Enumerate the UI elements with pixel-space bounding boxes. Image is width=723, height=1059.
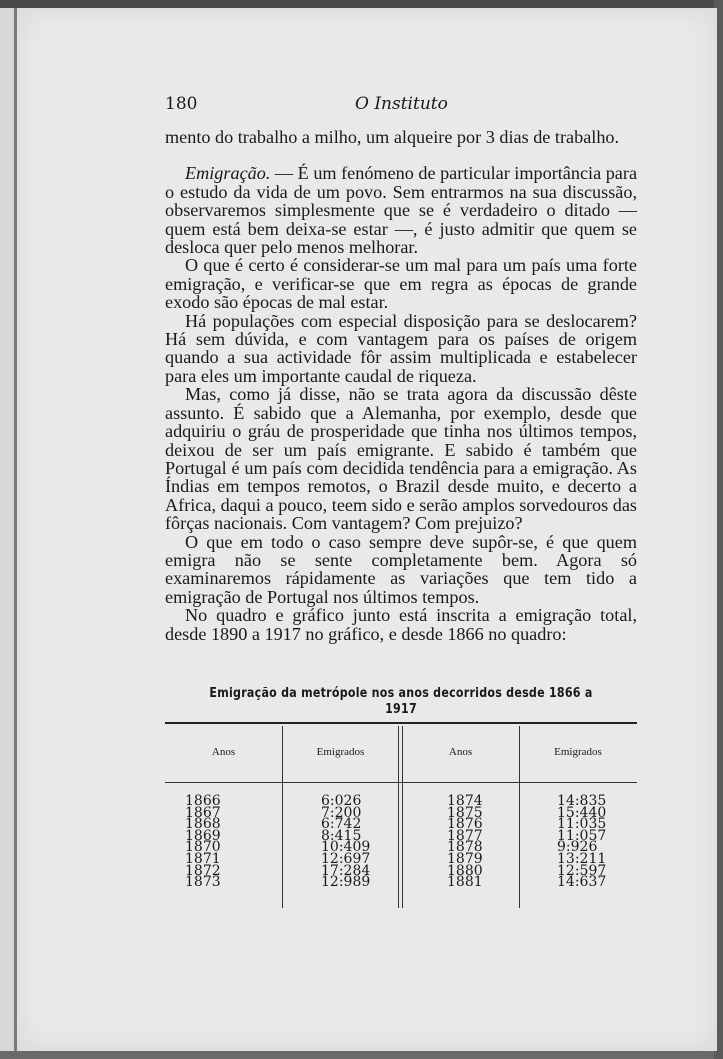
running-title: O Instituto bbox=[355, 94, 448, 114]
header-anos-left: Anos bbox=[211, 746, 236, 758]
table-cell-year: 1870 bbox=[185, 839, 221, 856]
paragraph-emigracao-text: — É um fenómeno de particular importância para o estudo da vida de um povo. Sem entrarmos na sua discussão, observaremos simplesmente que se é verdadeiro o ditado — quem está bem deixa-se estar —, é justo admitir que quem se desloca quer pelo menos melhorar. bbox=[165, 163, 638, 258]
table-cell-year: 1871 bbox=[185, 850, 221, 867]
paragraph-4: Mas, como já disse, não se trata agora da discussão dêste assunto. É sabido que a Alemanha, por exemplo, desde que adquiriu o gráu de prosperidade que tinha nos últimos tempos, deixou de ser um país emigrante. E sabido é também que Portugal é um país com decidida tendência para a emigração. As Índias em tempos remotos, o Brazil desde muito, e decerto a Africa, daqui a pouco, teem sido e serão amplos sorvedouros das fôrças nacionais. Com vantagem? Com prejuizo? bbox=[165, 384, 637, 534]
table-cell-emigrados: 8:415 bbox=[321, 827, 362, 844]
table-cell-year: 1881 bbox=[447, 874, 483, 891]
emigration-table bbox=[165, 722, 637, 912]
column-right-years bbox=[447, 793, 483, 891]
paragraph-2: O que é certo é considerar-se um mal para um país uma forte emigração, e verificar-se que em regra as épocas de grande exodo são épocas de mal estar. bbox=[165, 255, 637, 313]
page-number: 180 bbox=[165, 94, 198, 114]
paragraph-continuation: mento do trabalho a milho, um alqueire por 3 dias de trabalho. bbox=[165, 127, 620, 147]
table-cell-year: 1879 bbox=[447, 850, 483, 867]
table-cell-emigrados: 7:200 bbox=[321, 804, 362, 821]
table-cell-year: 1866 bbox=[185, 793, 221, 809]
column-right-values bbox=[557, 793, 607, 891]
header-emigrados-left: Emigrados bbox=[316, 746, 365, 758]
scan-bottom-edge bbox=[0, 1051, 723, 1059]
table-top-rule bbox=[165, 722, 637, 724]
table-cell-year: 1875 bbox=[447, 804, 483, 821]
table-cell-emigrados: 13:211 bbox=[557, 850, 607, 867]
table-cell-emigrados: 15:440 bbox=[557, 804, 607, 821]
header-emigrados-right: Emigrados bbox=[554, 746, 602, 758]
table-cell-emigrados: 14:835 bbox=[557, 793, 607, 809]
table-cell-year: 1872 bbox=[185, 862, 221, 879]
table-cell-emigrados: 17:284 bbox=[321, 862, 371, 879]
column-left-years bbox=[185, 793, 221, 891]
column-left-values bbox=[321, 793, 371, 891]
table-title: Emigração da metrópole nos anos decorridos desde 1866 a 1917 bbox=[209, 685, 593, 717]
table-cell-emigrados: 12:597 bbox=[557, 862, 607, 879]
table-cell-year: 1876 bbox=[447, 816, 483, 833]
table-cell-year: 1873 bbox=[185, 874, 221, 891]
table-cell-year: 1877 bbox=[447, 827, 483, 844]
table-cell-emigrados: 9:926 bbox=[557, 839, 598, 856]
paragraph-emigracao bbox=[165, 164, 637, 256]
page-header bbox=[165, 94, 635, 118]
paragraph-3: Há populações com especial disposição para se deslocarem? Há sem dúvida, e com vantagem para os países de origem quando a sua actividade fôr assim multiplicada e estabelecer para eles um importante caudal de riqueza. bbox=[165, 310, 637, 386]
table-cell-emigrados: 12:697 bbox=[321, 850, 371, 867]
scan-top-edge bbox=[0, 0, 723, 8]
table-cell-year: 1880 bbox=[447, 862, 483, 879]
table-cell-year: 1868 bbox=[185, 816, 221, 833]
table-cell-emigrados: 6:742 bbox=[321, 816, 362, 833]
table-cell-emigrados: 6:026 bbox=[321, 793, 362, 809]
table-cell-year: 1869 bbox=[185, 827, 221, 844]
body-text bbox=[165, 128, 637, 643]
paragraph-6: No quadro e gráfico junto está inscrita a emigração total, desde 1890 a 1917 no gráfico, e desde 1866 no quadro: bbox=[165, 605, 637, 644]
paragraph-5: O que em todo o caso sempre deve supôr-se, é que quem emigra não se sente completamente bem. Agora só examinaremos rápidamente as variações que tem tido a emigração de Portugal nos últimos tempos. bbox=[165, 531, 637, 607]
table-cell-emigrados: 10:409 bbox=[321, 839, 371, 856]
table-cell-emigrados: 14:637 bbox=[557, 874, 607, 891]
table-cell-emigrados: 11:035 bbox=[557, 816, 607, 833]
section-heading: Emigração. bbox=[185, 163, 271, 184]
table-cell-emigrados: 12:989 bbox=[321, 874, 371, 891]
header-anos-right: Anos bbox=[448, 746, 473, 758]
table-cell-year: 1874 bbox=[447, 793, 483, 809]
table-cell-year: 1867 bbox=[185, 804, 221, 821]
table-cell-emigrados: 11:057 bbox=[557, 827, 607, 844]
table-cell-year: 1878 bbox=[447, 839, 483, 856]
